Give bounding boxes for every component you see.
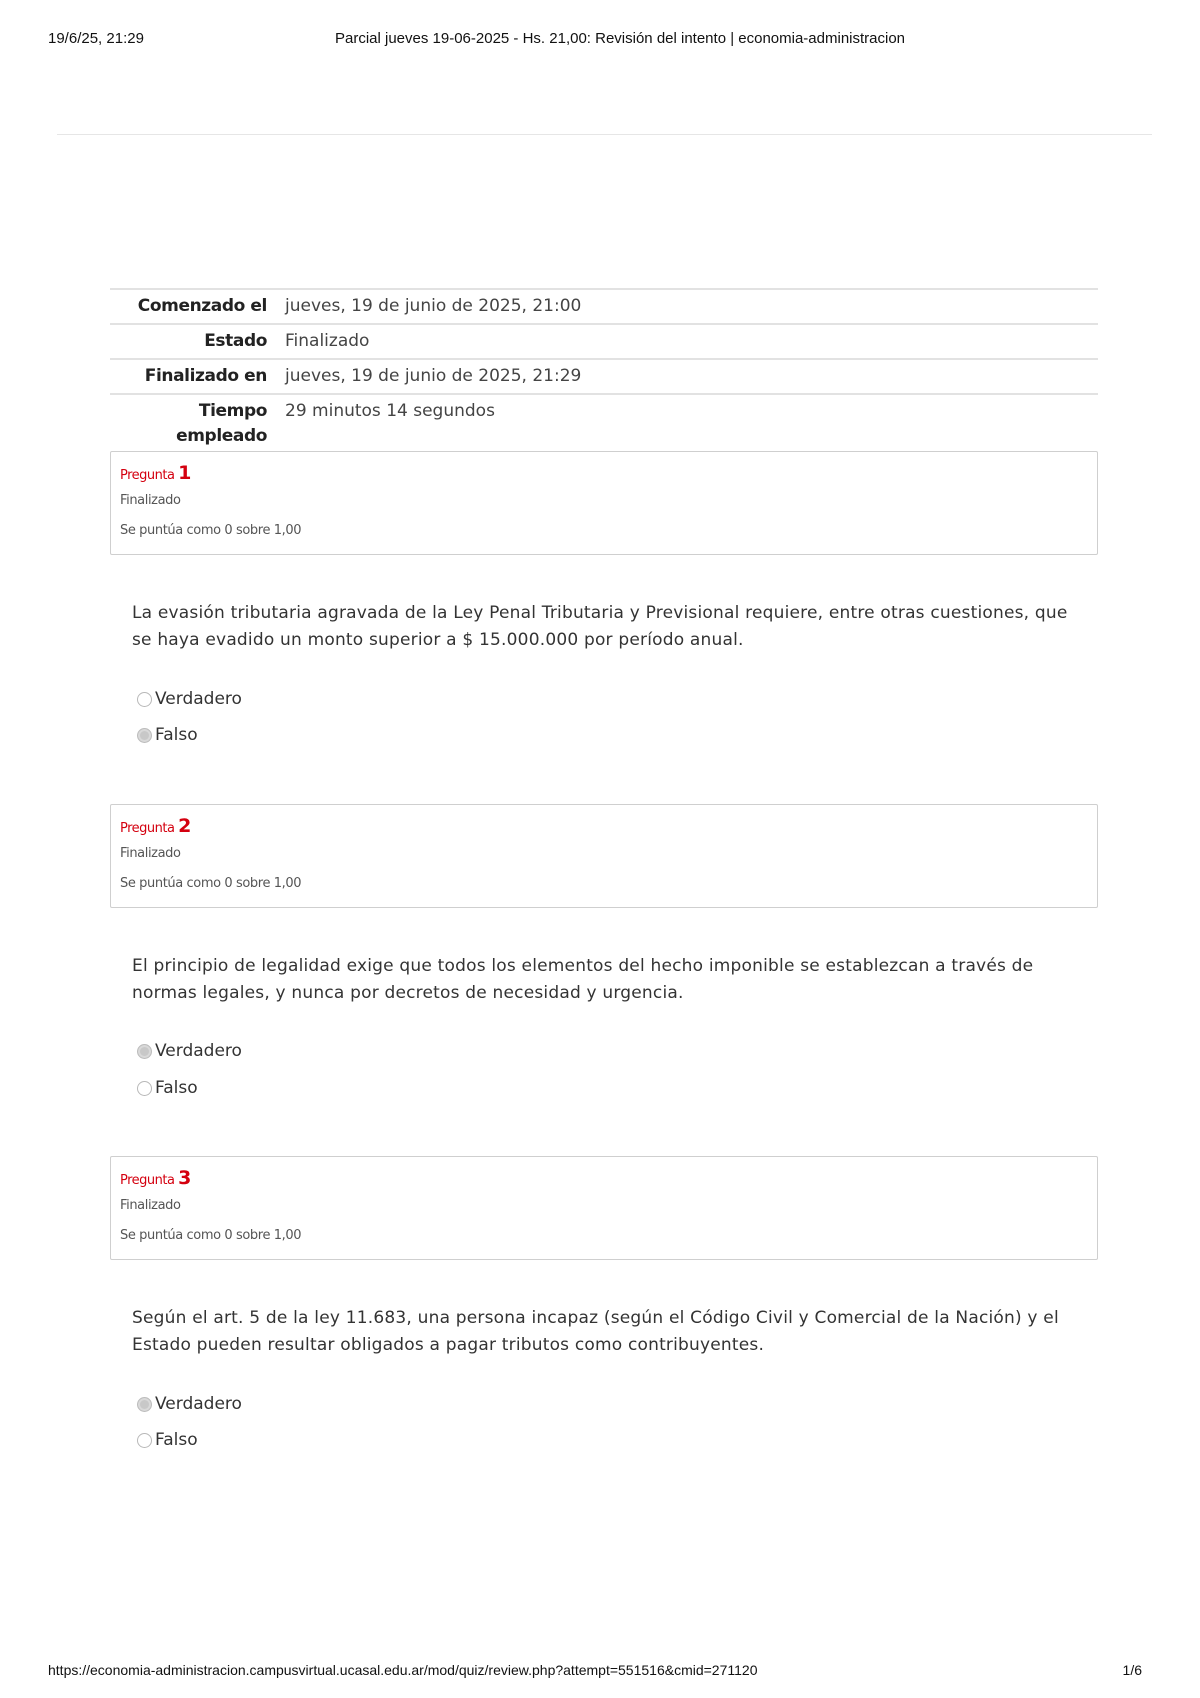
answer-label: Verdadero — [155, 1041, 242, 1061]
answer-option[interactable] — [137, 723, 198, 747]
radio-unchecked-icon[interactable] — [137, 1433, 152, 1448]
answer-option[interactable] — [137, 1076, 198, 1100]
summary-value: jueves, 19 de junio de 2025, 21:29 — [285, 366, 582, 386]
print-url: https://economia-administracion.campusvirtual.ucasal.edu.ar/mod/quiz/review.php?attempt=551516&cmid=271120 — [48, 1662, 758, 1678]
answer-option[interactable] — [137, 687, 242, 711]
question-title — [120, 460, 1088, 486]
answer-label: Falso — [155, 725, 198, 745]
radio-unchecked-icon[interactable] — [137, 1081, 152, 1096]
radio-checked-icon[interactable] — [137, 728, 152, 743]
question-info-box — [110, 804, 1098, 908]
summary-row-time-taken — [110, 393, 1098, 453]
question-state: Finalizado — [120, 493, 181, 508]
radio-checked-icon[interactable] — [137, 1044, 152, 1059]
question-grade: Se puntúa como 0 sobre 1,00 — [120, 1228, 302, 1243]
summary-value: Finalizado — [285, 331, 370, 351]
print-footer — [48, 1662, 1152, 1682]
question-title — [120, 813, 1088, 839]
summary-label: Comenzado el — [137, 296, 267, 316]
question-label: Pregunta — [120, 1173, 175, 1188]
question-label: Pregunta — [120, 821, 175, 836]
print-header — [48, 30, 1152, 52]
question-state: Finalizado — [120, 1198, 181, 1213]
question-title — [120, 1165, 1088, 1191]
answer-label: Verdadero — [155, 689, 242, 709]
answer-option[interactable] — [137, 1039, 242, 1063]
summary-label: Finalizado en — [144, 366, 267, 386]
summary-label: Tiempo empleado — [176, 401, 267, 446]
question-number: 2 — [178, 815, 191, 837]
question-number: 1 — [178, 462, 191, 484]
question-text: El principio de legalidad exige que todos los elementos del hecho imponible se establezcan a través de normas legales, y nunca por decretos de necesidad y urgencia. — [132, 956, 1034, 1003]
summary-row-state — [110, 323, 1098, 358]
answer-option[interactable] — [137, 1428, 198, 1452]
page-number: 1/6 — [1122, 1662, 1142, 1678]
question-grade: Se puntúa como 0 sobre 1,00 — [120, 523, 302, 538]
answer-label: Verdadero — [155, 1394, 242, 1414]
summary-row-completed — [110, 358, 1098, 393]
summary-label: Estado — [204, 331, 267, 351]
radio-checked-icon[interactable] — [137, 1397, 152, 1412]
answer-option[interactable] — [137, 1392, 242, 1416]
print-page-title: Parcial jueves 19-06-2025 - Hs. 21,00: Revisión del intento | economia-administracion — [334, 30, 906, 47]
question-number: 3 — [178, 1167, 191, 1189]
question-grade: Se puntúa como 0 sobre 1,00 — [120, 876, 302, 891]
question-info-box — [110, 1156, 1098, 1260]
attempt-summary-table — [110, 288, 1098, 453]
question-label: Pregunta — [120, 468, 175, 483]
answer-label: Falso — [155, 1078, 198, 1098]
summary-value: 29 minutos 14 segundos — [285, 401, 495, 421]
answer-label: Falso — [155, 1430, 198, 1450]
question-text: La evasión tributaria agravada de la Ley Penal Tributaria y Previsional requiere, entre otras cuestiones, que se haya evadido un monto superior a $ 15.000.000 por período anual. — [132, 603, 1068, 650]
header-divider — [57, 134, 1152, 135]
question-state: Finalizado — [120, 846, 181, 861]
summary-value: jueves, 19 de junio de 2025, 21:00 — [285, 296, 582, 316]
question-info-box — [110, 451, 1098, 555]
question-text: Según el art. 5 de la ley 11.683, una persona incapaz (según el Código Civil y Comercial de la Nación) y el Estado pueden resultar obligados a pagar tributos como contribuyentes. — [132, 1308, 1059, 1355]
summary-row-started — [110, 288, 1098, 323]
radio-unchecked-icon[interactable] — [137, 692, 152, 707]
print-date: 19/6/25, 21:29 — [48, 30, 144, 47]
